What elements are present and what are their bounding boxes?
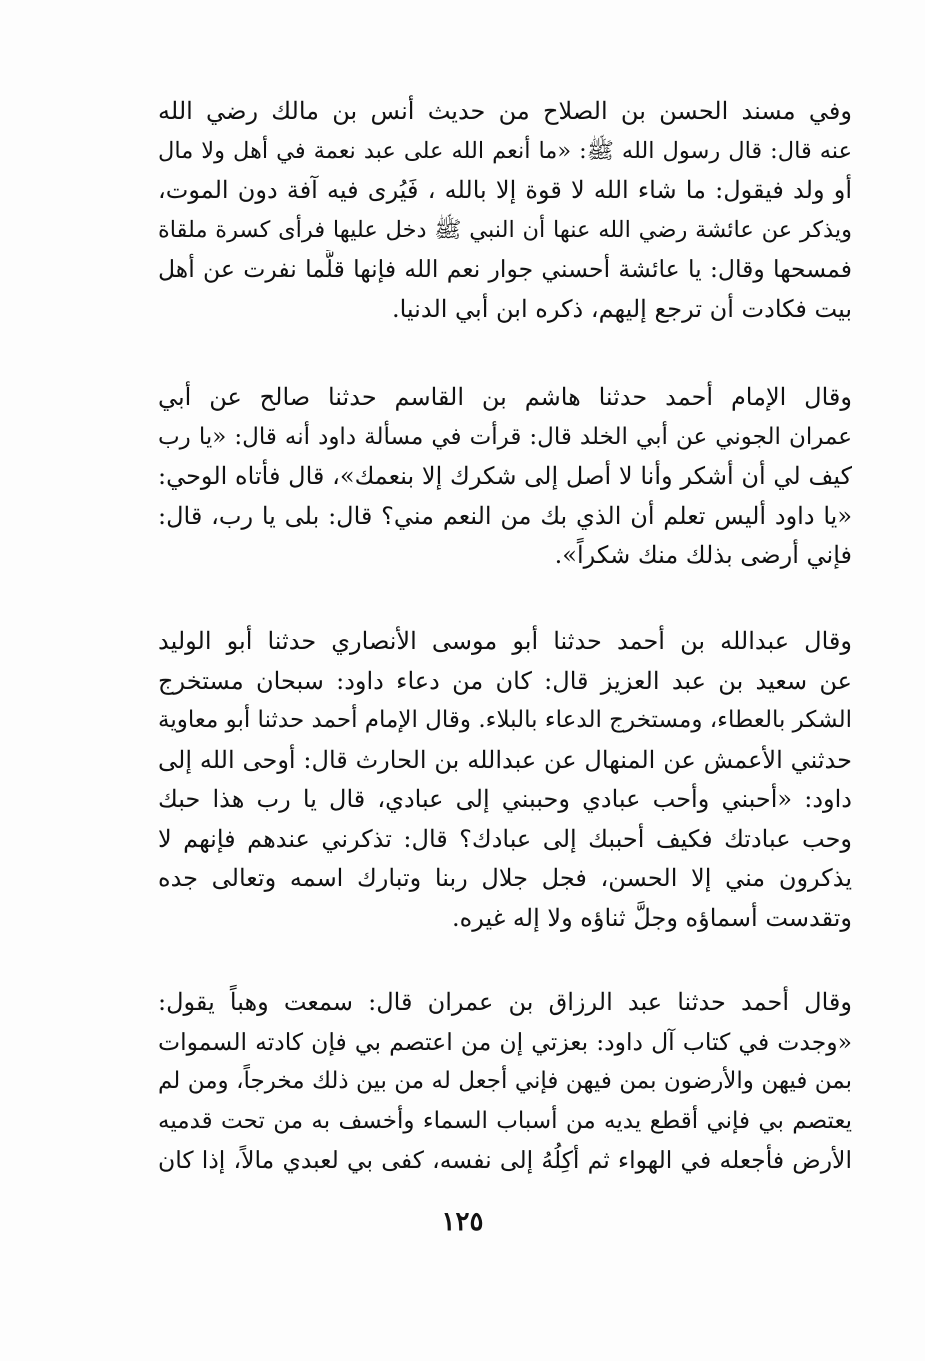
text-line: بيت فكادت أن ترجع إليهم، ذكره ابن أبي الدنيا.	[391, 294, 852, 323]
text-line: وفي مسند الحسن بن الصلاح من حديث أنس بن مالك رضي الله	[158, 97, 852, 125]
text-line: فمسحها وقال: يا عائشة أحسني جوار نعم الله فإنها قلَّما نفرت عن أهل	[158, 255, 852, 283]
text-line: عن سعيد بن عبد العزيز قال: كان من دعاء داود: سبحان مستخرج	[158, 666, 852, 695]
text-line: وتقدست أسماؤه وجلَّ ثناؤه ولا إله غيره.	[452, 903, 852, 932]
paragraph-4	[158, 983, 852, 1181]
text-line: فإني أرضى بذلك منك شكراً».	[554, 541, 852, 569]
text-line: ويذكر عن عائشة رضي الله عنها أن النبي ﷺ دخل عليها فرأى كسرة ملقاة	[158, 216, 852, 243]
text-line: داود: «أحبني وأحب عبادي وحببني إلى عبادي، قال يا رب هذا حبك	[158, 785, 852, 813]
text-line: يذكرون مني إلا الحسن، فجل جلال ربنا وتبارك اسمه وتعالى جده	[158, 864, 852, 892]
text-line: وقال أحمد حدثنا عبد الرزاق بن عمران قال: سمعت وهباً يقول:	[158, 988, 852, 1016]
paragraph-1	[158, 92, 852, 329]
text-line: وقال عبدالله بن أحمد حدثنا أبو موسى الأنصاري حدثنا أبو الوليد	[158, 627, 852, 655]
text-line: أو ولد فيقول: ما شاء الله لا قوة إلا بالله ، فَيُرى فيه آفة دون الموت،	[158, 176, 852, 204]
text-line: وقال الإمام أحمد حدثنا هاشم بن القاسم حدثنا صالح عن أبي	[158, 383, 852, 411]
text-line: وحب عبادتك فكيف أحببك إلى عبادك؟ قال: تذكرني عندهم فإنهم لا	[158, 824, 852, 853]
text-line: «يا داود أليس تعلم أن الذي بك من النعم مني؟ قال: بلى يا رب، قال:	[158, 501, 852, 530]
text-line: الشكر بالعطاء، ومستخرج الدعاء بالبلاء. وقال الإمام أحمد حدثنا أبو معاوية	[158, 707, 852, 733]
text-line: «وجدت في كتاب آل داود: بعزتي إن من اعتصم بي فإن كادته السموات	[158, 1027, 852, 1056]
text-line: عمران الجوني عن أبي الخلد قال: قرأت في مسألة داود أنه قال: «يا رب	[158, 423, 852, 450]
text-line: عنه قال: قال رسول الله ﷺ: «ما أنعم الله على عبد نعمة في أهل ولا مال	[158, 137, 852, 164]
text-line: حدثني الأعمش عن المنهال عن عبدالله بن الحارث قال: أوحى الله إلى	[158, 745, 852, 774]
paragraph-3	[158, 622, 852, 938]
page-number: ١٢٥	[441, 1207, 484, 1237]
paragraph-2	[158, 378, 852, 576]
text-line: كيف لي أن أشكر وأنا لا أصل إلى شكرك إلا بنعمك»، قال فأتاه الوحي:	[158, 462, 852, 490]
text-line: الأرض فأجعله في الهواء ثم أكِلُهُ إلى نفسه، كفى بي لعبدي مالاً، إذا كان	[158, 1146, 852, 1174]
text-line: بمن فيهن والأرضون بمن فيهن فإني أجعل له من بين ذلك مخرجاً، ومن لم	[158, 1068, 852, 1094]
text-line: يعتصم بي فإني أقطع يديه من أسباب السماء وأخسف به من تحت قدميه	[158, 1107, 852, 1134]
